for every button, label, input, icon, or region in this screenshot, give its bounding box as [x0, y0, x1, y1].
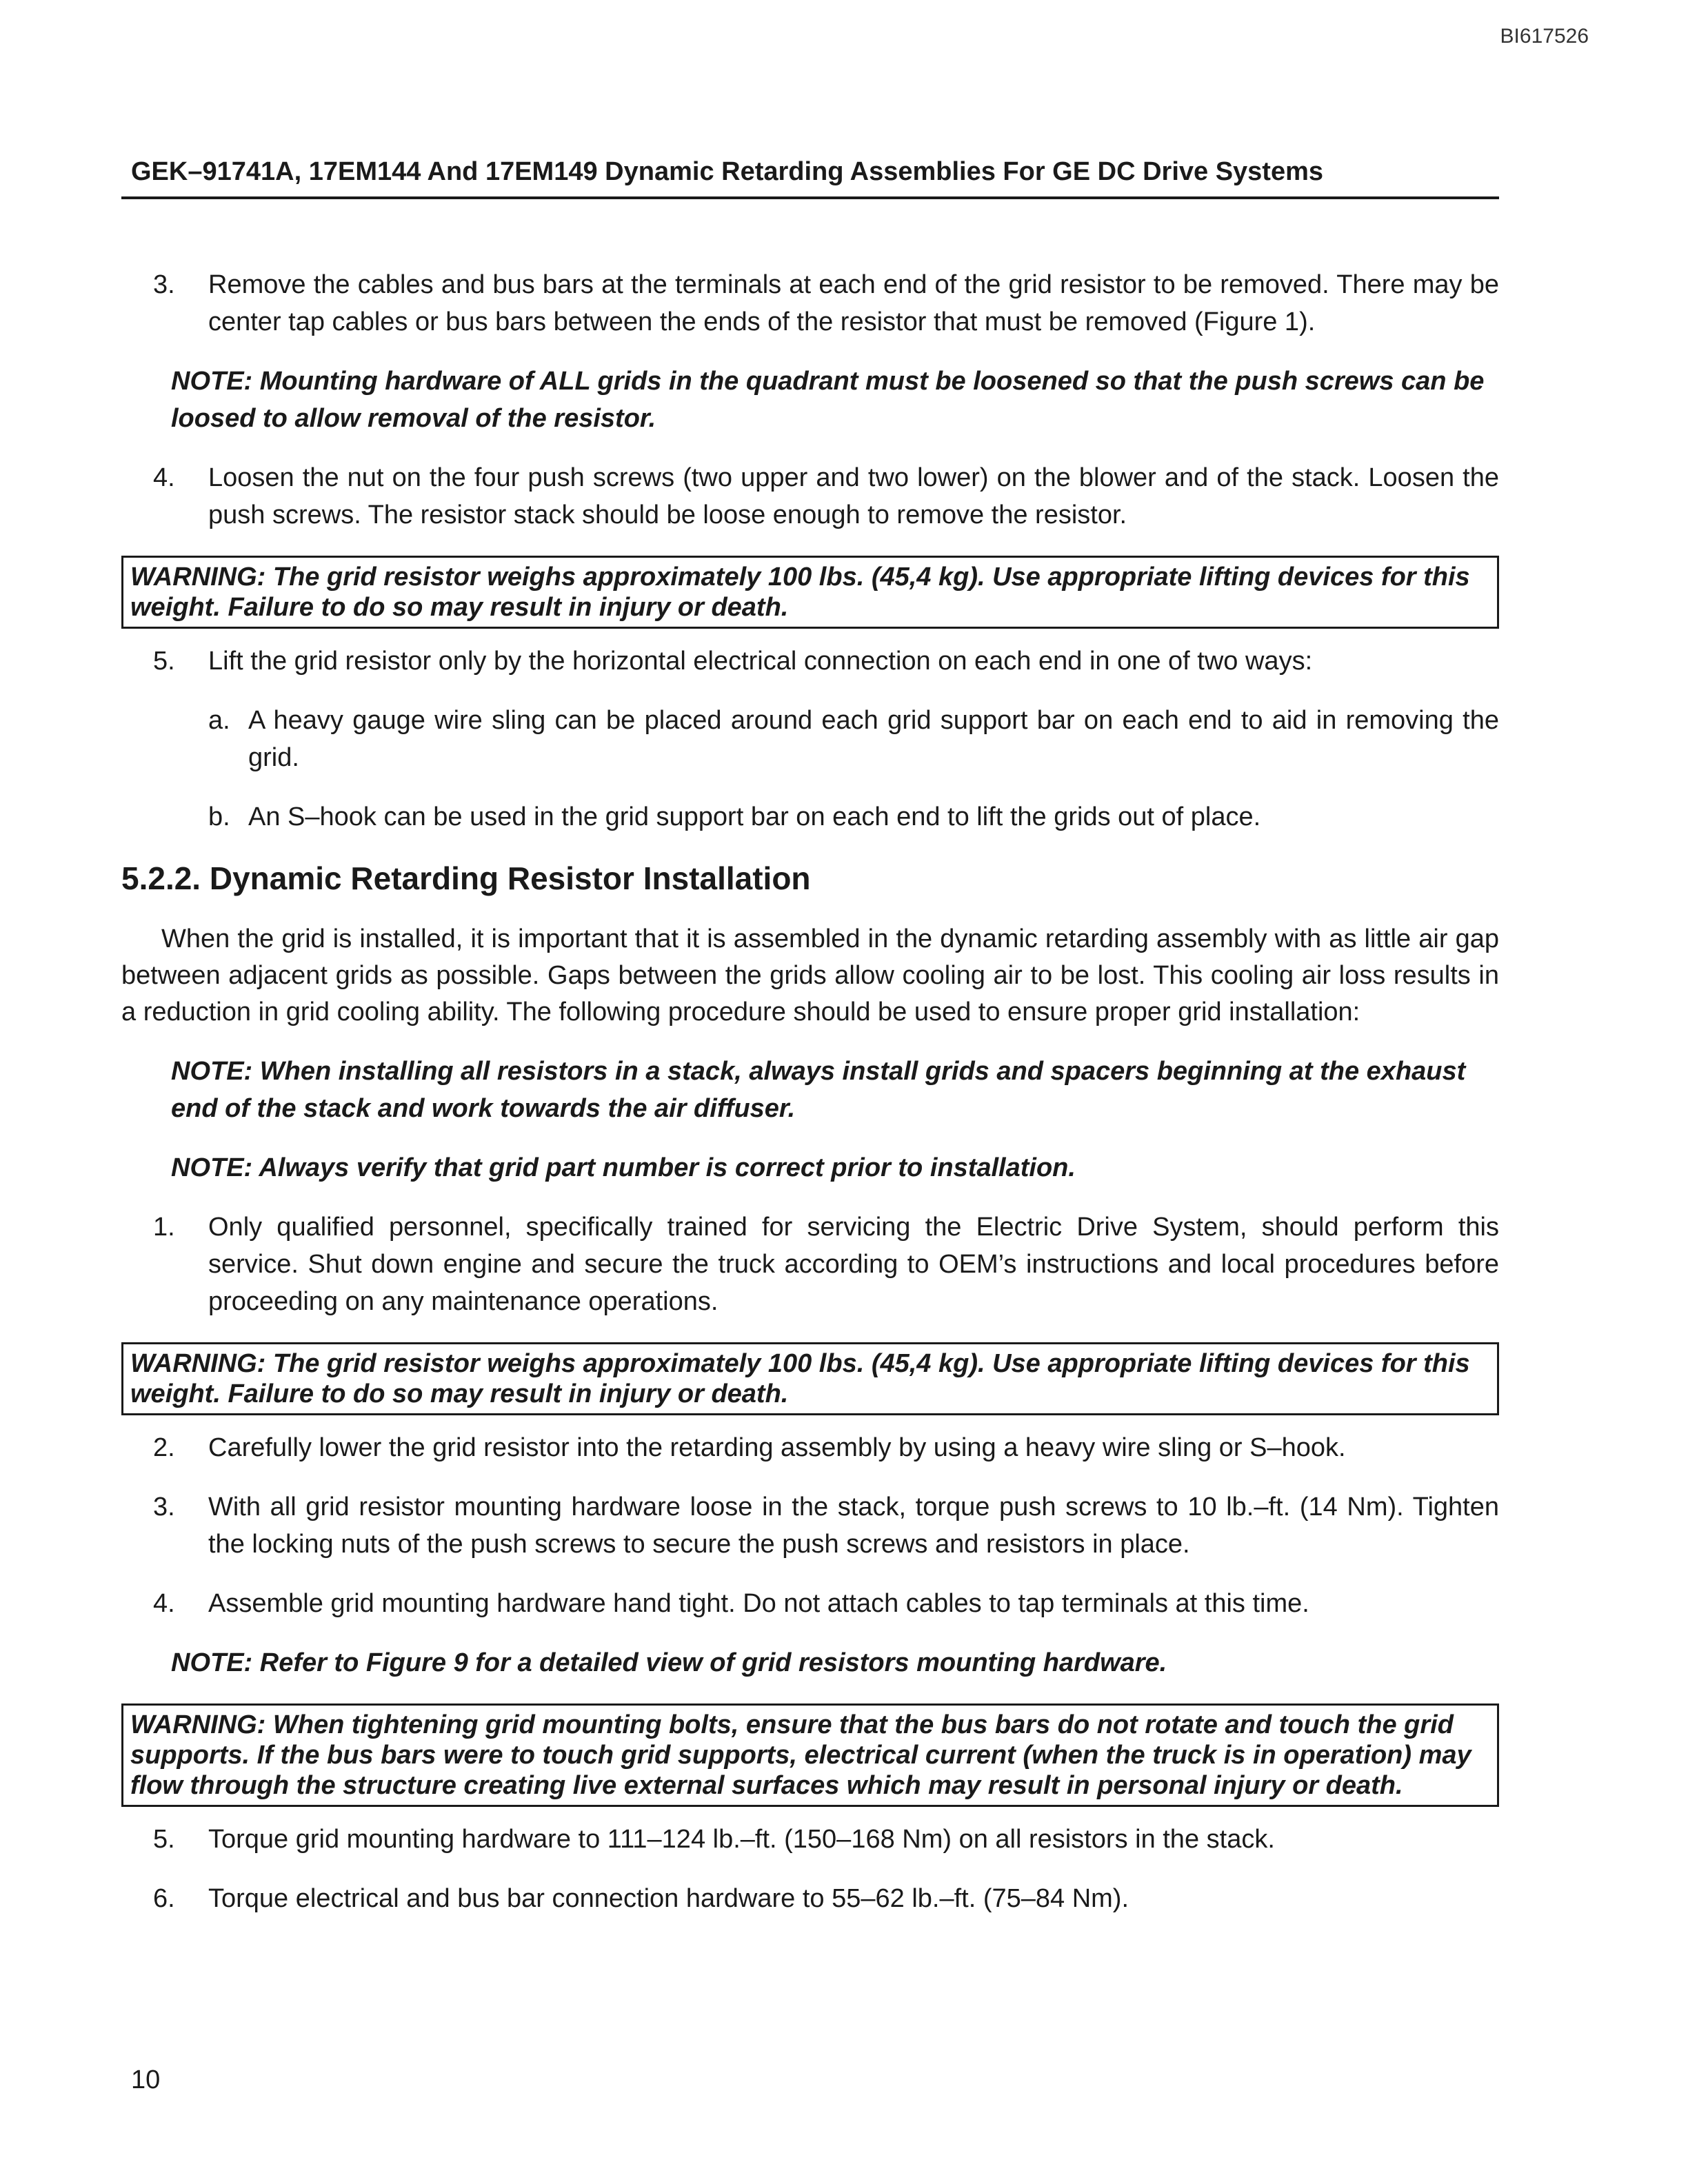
step-number: 3. [153, 1493, 175, 1521]
note-install-order: NOTE: When installing all resistors in a stack, always install grids and spacers beginning at the exhaust end of the stack and work towards the air diffuser. [171, 1057, 1466, 1123]
page-header: GEK–91741A, 17EM144 And 17EM149 Dynamic Retarding Assemblies For GE DC Drive Systems [121, 157, 1499, 199]
page-number: 10 [131, 2065, 161, 2094]
step-text: Only qualified personnel, specifically trained for servicing the Electric Drive System, should perform this service. Shut down engine and secure the truck according to OEM’s instructions and local procedures before proceeding on any maintenance operations. [208, 1213, 1499, 1316]
install-step-3 [121, 1488, 1499, 1563]
step-number: 5. [153, 1825, 175, 1854]
step-number: 4. [153, 463, 175, 492]
step-text: Carefully lower the grid resistor into the retarding assembly by using a heavy wire sling or S–hook. [208, 1433, 1346, 1462]
sub-step-letter: a. [208, 706, 230, 735]
warning-box-bolts: WARNING: When tightening grid mounting bolts, ensure that the bus bars do not rotate and touch the grid supports. If the bus bars were to touch grid supports, electrical current (when the truck is in operation) may flow through the structure creating live external surfaces which may result in personal injury or death. [121, 1703, 1499, 1807]
sub-step-a [121, 702, 1499, 776]
warning-box-weight-2: WARNING: The grid resistor weighs approximately 100 lbs. (45,4 kg). Use appropriate lifting devices for this weight. Failure to do so may result in injury or death. [121, 1342, 1499, 1415]
step-text: Lift the grid resistor only by the horizontal electrical connection on each end in one of two ways: [208, 647, 1313, 676]
note-loosen-hardware: NOTE: Mounting hardware of ALL grids in the quadrant must be loosened so that the push screws can be loosed to allow removal of the resistor. [171, 367, 1485, 433]
step-number: 2. [153, 1433, 175, 1462]
install-step-5 [121, 1821, 1499, 1858]
document-id: BI617526 [1500, 25, 1589, 48]
intro-paragraph: When the grid is installed, it is important that it is assembled in the dynamic retarding assembly with as little air gap between adjacent grids as possible. Gaps between the grids allow cooling air to be lost. This cooling air loss results in a reduction in grid cooling ability. The following procedure should be used to ensure proper grid installation: [121, 924, 1499, 1027]
removal-step-4 [121, 459, 1499, 534]
removal-step-3 [121, 266, 1499, 341]
install-step-1 [121, 1209, 1499, 1320]
section-heading: 5.2.2. Dynamic Retarding Resistor Installation [121, 860, 811, 896]
step-number: 3. [153, 270, 175, 299]
step-number: 1. [153, 1213, 175, 1242]
sub-step-b [121, 798, 1499, 836]
step-number: 5. [153, 647, 175, 676]
step-text: Torque electrical and bus bar connection hardware to 55–62 lb.–ft. (75–84 Nm). [208, 1884, 1129, 1913]
install-step-4 [121, 1585, 1499, 1622]
install-step-2 [121, 1429, 1499, 1466]
note-figure-9: NOTE: Refer to Figure 9 for a detailed view of grid resistors mounting hardware. [171, 1648, 1167, 1677]
sub-step-text: An S–hook can be used in the grid support bar on each end to lift the grids out of place. [248, 802, 1261, 831]
removal-step-5 [121, 643, 1499, 680]
step-text: With all grid resistor mounting hardware loose in the stack, torque push screws to 10 lb.–ft. (14 Nm). Tighten the locking nuts of the push screws to secure the push screws and resistors in place. [208, 1493, 1499, 1559]
page-content [121, 266, 1499, 1939]
step-number: 4. [153, 1589, 175, 1618]
step-text: Remove the cables and bus bars at the terminals at each end of the grid resistor to be removed. There may be center tap cables or bus bars between the ends of the resistor that must be removed (Figure 1). [208, 270, 1499, 336]
step-text: Torque grid mounting hardware to 111–124 lb.–ft. (150–168 Nm) on all resistors in the stack. [208, 1825, 1275, 1854]
warning-box-weight: WARNING: The grid resistor weighs approximately 100 lbs. (45,4 kg). Use appropriate lifting devices for this weight. Failure to do so may result in injury or death. [121, 556, 1499, 629]
step-text: Assemble grid mounting hardware hand tight. Do not attach cables to tap terminals at this time. [208, 1589, 1309, 1618]
note-verify-part: NOTE: Always verify that grid part number is correct prior to installation. [171, 1153, 1076, 1182]
install-step-6 [121, 1880, 1499, 1917]
step-number: 6. [153, 1884, 175, 1913]
sub-step-text: A heavy gauge wire sling can be placed around each grid support bar on each end to aid in removing the grid. [248, 706, 1499, 772]
step-text: Loosen the nut on the four push screws (two upper and two lower) on the blower and of the stack. Loosen the push screws. The resistor stack should be loose enough to remove the resistor. [208, 463, 1499, 529]
sub-step-letter: b. [208, 802, 230, 831]
